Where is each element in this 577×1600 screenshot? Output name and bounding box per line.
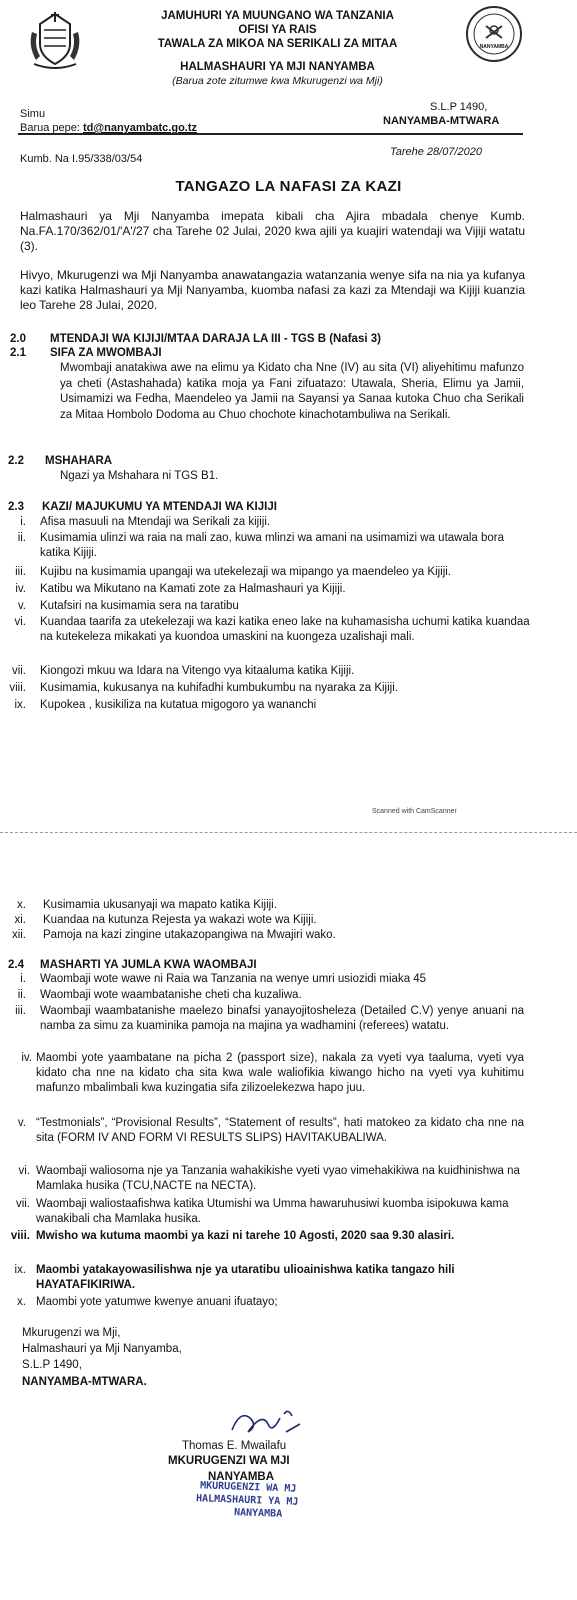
condition-number: ii. [17,989,26,1001]
duty-number: xii. [11,929,26,941]
duty-text: Kuandaa na kutunza Rejesta ya wakazi wote wa Kijiji. [43,914,317,926]
duty-number: ii. [17,532,26,544]
duty-text: Kujibu na kusimamia upangaji wa utekelezaji wa mipango ya maendeleo ya Kijiji. [40,566,452,578]
signature-icon [228,1404,308,1440]
condition-number: ix. [14,1264,26,1276]
duty-number: iv. [15,583,26,595]
condition-number: vi. [18,1165,30,1177]
condition-text: Waombaji waliostaafishwa katika Utumishi wa Umma hawaruhusiwi kuomba isipokuwa kama wanakibali cha Mamlaka husika. [36,1198,509,1225]
condition-text: Maombi yatakayowasilishwa nje ya utaratibu ulioainishwa katika tangazo hili HAYATAFIKIRIWA. [36,1264,455,1291]
section-2-2-body: Ngazi ya Mshahara ni TGS B1. [60,470,219,482]
condition-text: “Testmonials”, “Provisional Results”, “Statement of results”, hati matokeo za kidato cha nne na sita (FORM IV AND FORM VI RESULTS SLIPS) HAVITAKUBALIWA. [36,1117,524,1144]
duty-text: Pamoja na kazi zingine utakazopangiwa na Mwajiri wako. [43,929,336,941]
intro-paragraph-1: Halmashauri ya Mji Nanyamba imepata kibali cha Ajira mbadala chenye Kumb. Na.FA.170/362/01/'A'/27 cha Tarehe 02 Julai, 2020 kwa ajili ya kuajiri watendaji wa Vijiji watatu (3). [20,209,525,253]
official-stamp-line-2: HALMASHAURI YA MJ [195,1493,299,1508]
duty-text: Kusimamia ukusanyaji wa mapato katika Kijiji. [43,899,277,911]
section-2-2-title: MSHAHARA [45,455,113,467]
address-line-3: S.L.P 1490, [22,1359,82,1371]
section-2-1-body: Mwombaji anatakiwa awe na elimu ya Kidato cha Nne (IV) au sita (VI) aliyehitimu mafunzo ya cheti (Astashahada) katika moja ya Fani zifuatazo: Utawala, Sheria, Elimu ya Jamii, Usimamizi wa Fedha, Maendeleo ya Jamii na Sayansi ya Sanaa kutoka Chuo cha Serikali za Mitaa Hombolo Dodoma au Chuo chochote kinachotambuliwa na Serikali. [60,362,524,421]
intro-paragraph-2: Hivyo, Mkurugenzi wa Mji Nanyamba anawatangazia watanzania wenye sifa na nia ya kufanya kazi katika Halmashauri ya Mji Nanyamba, kuomba nafasi za kazi za Mtendaji wa Kijiji kuanzia leo Tarehe 28 Julai, 2020. [20,268,525,312]
condition-number: iv. [21,1052,32,1064]
page-title: TANGAZO LA NAFASI ZA KAZI [175,178,402,195]
condition-number: iii. [15,1005,26,1017]
header-line-1: JAMUHURI YA MUUNGANO WA TANZANIA [161,10,394,22]
signatory-name: Thomas E. Mwailafu [182,1440,287,1452]
condition-text: Waombaji wote waambatanishe cheti cha kuzaliwa. [40,989,302,1001]
signatory-title: MKURUGENZI WA MJI [168,1455,290,1467]
location: NANYAMBA-MTWARA [383,115,500,127]
section-2-4-number: 2.4 [8,959,24,971]
section-2-3-number: 2.3 [8,501,24,513]
signatory-location: NANYAMBA [208,1471,275,1483]
duty-number: x. [17,899,26,911]
condition-text: Mwisho wa kutuma maombi ya kazi ni tarehe 10 Agosti, 2020 saa 9.30 alasiri. [36,1230,455,1242]
email-link[interactable]: td@nanyambatc.go.tz [83,122,198,134]
duty-number: ix. [14,699,26,711]
condition-text: Maombi yote yatumwe kwenye anuani ifuatayo; [36,1296,278,1308]
official-stamp-line-1: MKURUGENZI WA MJ [199,1480,297,1495]
address-line-1: Mkurugenzi wa Mji, [22,1327,121,1339]
condition-number: x. [17,1296,26,1308]
duty-text: Kusimamia, kukusanya na kuhifadhi kumbukumbu na nyaraka za Kijiji. [40,682,398,694]
coat-of-arms-icon [26,10,84,70]
duty-number: iii. [15,566,26,578]
po-box: S.L.P 1490, [430,101,488,113]
header-divider [18,133,523,135]
duty-text: Kiongozi mkuu wa Idara na Vitengo vya kitaaluma katika Kijiji. [40,665,355,677]
duty-number: vii. [11,665,26,677]
condition-text: Waombaji waliosoma nje ya Tanzania wahakikishe vyeti vyao vimehakikiwa na kuidhinishwa na Mamlaka husika (TCU,NACTE na NECTA). [36,1165,520,1192]
page-two [0,842,577,1600]
header-note: (Barua zote zitumwe kwa Mkurugenzi wa Mji) [172,75,383,87]
phone-label: Simu [20,108,46,120]
condition-number: v. [17,1117,26,1129]
condition-text: Waombaji waambatanishe maelezo binafsi yanayojitosheleza (Detailed C.V) yenye anuani na namba za simu za kuaminika pamoja na majina ya wadhamini (referees) watatu. [40,1005,524,1032]
duty-text: Kusimamia ulinzi wa raia na mali zao, kuwa mlinzi wa amani na usimamizi wa utawala bora katika Kijiji. [40,532,505,559]
address-line-4: NANYAMBA-MTWARA. [22,1376,147,1388]
condition-text: Waombaji wote wawe ni Raia wa Tanzania na wenye umri usiozidi miaka 45 [40,973,427,985]
section-2-1-number: 2.1 [10,347,26,359]
header-line-3: TAWALA ZA MIKOA NA SERIKALI ZA MITAA [157,38,398,50]
duty-text: Katibu wa Mikutano na Kamati zote za Halmashauri ya Kijiji. [40,583,346,595]
section-2-2-number: 2.2 [8,455,24,467]
section-2-1-title: SIFA ZA MWOMBAJI [50,347,162,359]
seal-label: NANYAMBA [479,44,509,50]
reference-number: Kumb. Na I.95/338/03/54 [20,153,143,165]
condition-number: vii. [15,1198,30,1210]
duty-text: Kutafsiri na kusimamia sera na taratibu [40,600,239,612]
section-2-0-title: MTENDAJI WA KIJIJI/MTAA DARAJA LA III - TGS B (Nafasi 3) [50,333,381,345]
duty-number: i. [20,516,26,528]
condition-number: i. [20,973,26,985]
header-line-2: OFISI YA RAIS [238,24,317,36]
duty-text: Kupokea , kusikiliza na kutatua migogoro ya wananchi [40,699,317,711]
official-stamp-line-3: NANYAMBA [233,1507,283,1520]
duty-text: Afisa masuuli na Mtendaji wa Serikali za kijiji. [40,516,271,528]
section-2-0-number: 2.0 [10,333,26,345]
condition-text: Maombi yote yaambatane na picha 2 (passport size), nakala za vyeti vya taaluma, vyeti vya kidato cha nne na kidato cha sita kwa wale waliofikia kiwango hicho na vyeti vya kuhitimu mafunzo mbalimbali kwa kuzingatia sifa zilizoelekezwa hapo juu. [36,1052,524,1094]
duty-number: vi. [14,616,26,628]
address-line-2: Halmashauri ya Mji Nanyamba, [22,1343,182,1355]
duty-number: xi. [14,914,26,926]
scanner-watermark: Scanned with CamScanner [372,808,457,815]
section-2-4-title: MASHARTI YA JUMLA KWA WAOMBAJI [40,959,257,971]
duty-number: v. [17,600,26,612]
council-name: HALMASHAURI YA MJI NANYAMBA [180,61,375,73]
reference-date: Tarehe 28/07/2020 [390,146,482,158]
page-separator [0,832,577,842]
duty-text: Kuandaa taarifa za utekelezaji wa kazi katika eneo lake na kuhamasisha uchumi katika kuandaa na kutekeleza mikakati ya kuondoa umaskini na kuongeza uzalishaji mali. [40,616,530,643]
council-seal-icon [466,6,522,62]
email-label: Barua pepe: [20,122,80,134]
section-2-3-title: KAZI/ MAJUKUMU YA MTENDAJI WA KIJIJI [42,501,277,513]
duty-number: viii. [9,682,26,694]
condition-number: viii. [10,1230,30,1242]
